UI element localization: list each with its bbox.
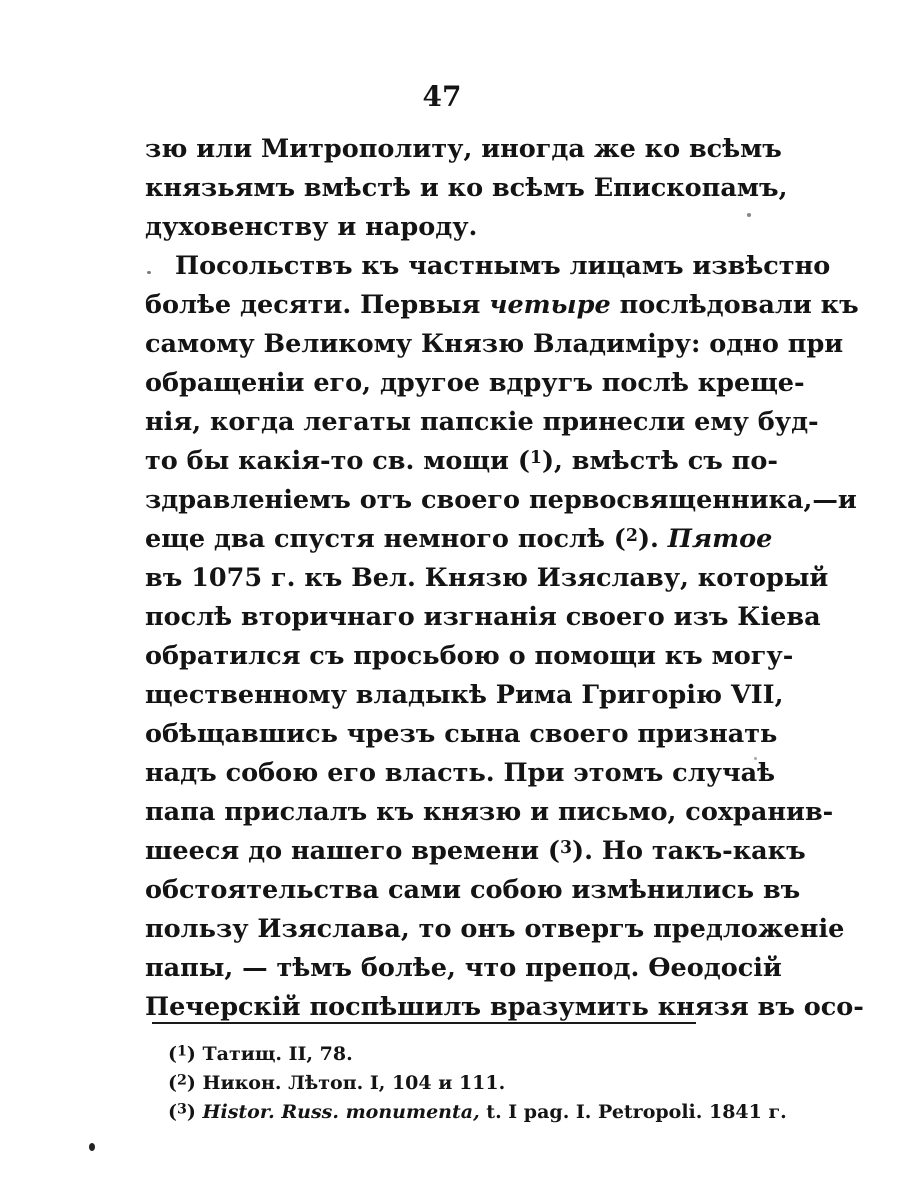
ink-speck — [754, 757, 757, 760]
text-line — [145, 832, 806, 871]
ink-speck — [89, 1143, 95, 1151]
text-segment: шееся до нашего времени ( — [145, 836, 560, 866]
text-segment: послѣдовали къ — [619, 290, 859, 320]
page-number: 47 — [422, 80, 462, 113]
text-line: нія, когда легаты папскіе принесли ему буд- — [145, 407, 819, 437]
footnote: ($^1$) Татищ. II, 78. — [168, 1043, 353, 1065]
text-segment: ), вмѣстѣ съ по- — [541, 446, 778, 476]
footnote-divider — [152, 1022, 696, 1024]
body-text — [145, 130, 864, 1027]
text-line — [145, 442, 778, 481]
text-line: пользу Изяслава, то онъ отвергъ предложеніе — [145, 914, 845, 944]
text-line: папы, — тѣмъ болѣе, что препод. Ѳеодосій — [145, 953, 782, 983]
text-segment: еще два спустя немного послѣ ( — [145, 524, 626, 554]
text-line — [145, 286, 859, 325]
text-line: въ 1075 г. къ Вел. Князю Изяславу, который — [145, 563, 829, 593]
text-line — [145, 520, 773, 559]
text-line: папа прислалъ къ князю и письмо, сохранив- — [145, 797, 834, 827]
footnote-text: Татищ. II, 78. — [202, 1043, 353, 1065]
text-line: Посольствъ къ частнымъ лицамъ извѣстно — [175, 251, 831, 281]
footnote-text: t. I pag. I. Petropoli. 1841 г. — [479, 1101, 787, 1123]
footnotes — [168, 1040, 787, 1127]
text-line: обратился съ просьбою о помощи къ могу- — [145, 641, 794, 671]
text-line: обстоятельства сами собою измѣнились въ — [145, 875, 801, 905]
ink-speck — [747, 213, 751, 217]
footnote-text: Histor. Russ. monumenta, — [202, 1101, 480, 1123]
text-line: здравленіемъ отъ своего первосвященника,—и — [145, 485, 857, 515]
italic-word: четыре — [489, 290, 611, 320]
text-line: духовенству и народу. — [145, 212, 478, 242]
text-line: послѣ вторичнаго изгнанія своего изъ Кіева — [145, 602, 821, 632]
footnote-mark: 3 — [177, 1101, 187, 1118]
footnote-mark: 1 — [177, 1043, 187, 1060]
ink-speck — [147, 271, 151, 274]
text-segment: болѣе десяти. Первыя — [145, 290, 481, 320]
text-line: надъ собою его власть. При этомъ случаѣ — [145, 758, 776, 788]
text-segment: ). — [637, 524, 659, 554]
text-line: князьямъ вмѣстѣ и ко всѣмъ Епископамъ, — [145, 173, 788, 203]
text-line: самому Великому Князю Владиміру: одно при — [145, 329, 844, 359]
text-line: зю или Митрополиту, иногда же ко всѣмъ — [145, 134, 782, 164]
text-line: Печерскій поспѣшилъ вразумить князя въ осо- — [145, 992, 864, 1022]
footnote-ref: 3 — [559, 837, 573, 858]
footnote-mark: 2 — [177, 1072, 187, 1089]
footnote-ref: 2 — [625, 525, 638, 546]
text-segment: то бы какія-то св. мощи ( — [145, 446, 530, 476]
italic-word: Пятое — [667, 524, 773, 554]
footnote-text: Никон. Лѣтоп. I, 104 и 111. — [202, 1072, 506, 1094]
text-line: щественному владыкѣ Рима Григорію VII, — [145, 680, 784, 710]
footnote: ($^3$) Histor. Russ. monumenta, t. I pag. I. Petropoli. 1841 г. — [168, 1101, 787, 1123]
text-line: обращеніи его, другое вдругъ послѣ креще- — [145, 368, 805, 398]
text-line: обѣщавшись чрезъ сына своего признать — [145, 719, 778, 749]
footnote-ref: 1 — [529, 447, 542, 468]
text-segment: ). Но такъ-какъ — [572, 836, 806, 866]
footnote: ($^2$) Никон. Лѣтоп. I, 104 и 111. — [168, 1072, 506, 1094]
